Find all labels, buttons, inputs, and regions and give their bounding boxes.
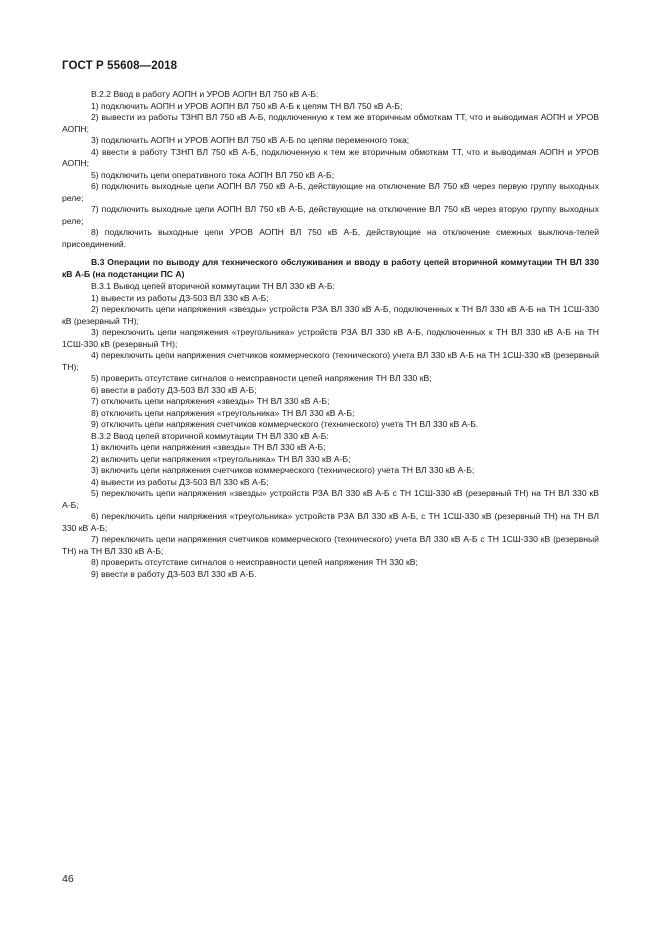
list-item: 8) проверить отсутствие сигналов о неисправности цепей напряжения ТН 330 кВ; xyxy=(91,557,418,567)
list-item: 1) подключить АОПН и УРОВ АОПН ВЛ 750 кВ А-Б к цепям ТН ВЛ 750 кВ А-Б; xyxy=(91,100,403,111)
list-item: 5) проверить отсутствие сигналов о неисправности цепей напряжения ТН ВЛ 330 кВ; xyxy=(91,373,432,383)
document-header: ГОСТ Р 55608—2018 xyxy=(62,60,178,72)
list-item: 4) переключить цепи напряжения счетчиков коммерческого (технического) учета ВЛ 330 кВ А-Б на ТН 1СШ-330 кВ (резервный ТН); xyxy=(62,350,599,372)
list-item: 2) переключить цепи напряжения «звезды» устройств РЗА ВЛ 330 кВ А-Б, подключенных к ТН ВЛ 330 кВ А-Б на ТН 1СШ-330 кВ (резервный ТН); xyxy=(62,304,599,326)
list-item: 6) переключить цепи напряжения «треугольника» устройств РЗА ВЛ 330 кВ А-Б, с ТН 1СШ-330 кВ (резервный ТН) на ТН ВЛ 330 кВ А-Б; xyxy=(62,511,599,533)
list-item: 6) ввести в работу ДЗ-503 ВЛ 330 кВ А-Б; xyxy=(91,384,257,395)
list-item: 3) включить цепи напряжения счетчиков коммерческого (технического) учета ТН ВЛ 330 кВ А-Б; xyxy=(91,465,475,475)
list-item: 2) включить цепи напряжения «треугольника» ТН ВЛ 330 кВ А-Б; xyxy=(91,453,351,464)
list-item: 2) вывести из работы ТЗНП ВЛ 750 кВ А-Б, подключенную к тем же вторичным обмоткам ТТ, что и выводимая АОПН и УРОВ АОПН; xyxy=(62,112,599,134)
list-item: 5) переключить цепи напряжения «звезды» устройств РЗА ВЛ 330 кВ А-Б с ТН 1СШ-330 кВ (резервный ТН) на ТН ВЛ 330 кВ А-Б; xyxy=(62,488,599,510)
list-item: 9) отключить цепи напряжения счетчиков коммерческого (технического) учета ТН ВЛ 330 кВ А-Б. xyxy=(91,419,479,429)
subsection-b3-2-title: В.3.2 Ввод цепей вторичной коммутации ТН ВЛ 330 кВ А-Б: xyxy=(91,430,329,441)
list-item: 1) вывести из работы ДЗ-503 ВЛ 330 кВ А-Б; xyxy=(91,292,269,303)
list-item: 3) подключить АОПН и УРОВ АОПН ВЛ 750 кВ А-Б по цепям переменного тока; xyxy=(91,135,410,145)
page-number: 46 xyxy=(62,873,74,885)
subsection-b3-1-title: В.3.1 Вывод цепей вторичной коммутации ТН ВЛ 330 кВ А-Б: xyxy=(91,281,335,291)
section-b3-heading: В.3 Операции по выводу для технического обслуживания и вводу в работу цепей вторичной коммутации ТН ВЛ 330 кВ А-Б (на подстанции ПС А) xyxy=(62,257,599,279)
list-item: 1) включить цепи напряжения «звезды» ТН ВЛ 330 кВ А-Б; xyxy=(91,442,326,452)
section-b3 xyxy=(62,281,599,580)
list-item: 8) подключить выходные цепи УРОВ АОПН ВЛ 750 кВ А-Б, действующие на отключение смежных выключа-телей присоединений. xyxy=(62,227,599,249)
list-item: 4) ввести в работу ТЗНП ВЛ 750 кВ А-Б, подключенную к тем же вторичным обмоткам ТТ, что и выводимая АОПН и УРОВ АОПН; xyxy=(62,146,599,168)
list-item: 8) отключить цепи напряжения «треугольника» ТН ВЛ 330 кВ А-Б; xyxy=(91,407,355,418)
list-item: 9) ввести в работу ДЗ-503 ВЛ 330 кВ А-Б. xyxy=(91,568,257,579)
list-item: 6) подключить выходные цепи АОПН ВЛ 750 кВ А-Б, действующие на отключение ВЛ 750 кВ через первую группу выходных реле; xyxy=(62,181,599,203)
section-b2-2-title: В.2.2 Ввод в работу АОПН и УРОВ АОПН ВЛ 750 кВ А-Б: xyxy=(91,89,319,99)
list-item: 7) переключить цепи напряжения счетчиков коммерческого (технического) учета ВЛ 330 кВ А-Б с ТН 1СШ-330 кВ (резервный ТН) на ТН ВЛ 330 кВ А-Б; xyxy=(62,534,599,556)
document-body xyxy=(62,89,599,580)
list-item: 7) отключить цепи напряжения «звезды» ТН ВЛ 330 кВ А-Б; xyxy=(91,396,330,406)
section-b2-2 xyxy=(62,89,599,250)
list-item: 5) подключить цепи оперативного тока АОПН ВЛ 750 кВ А-Б; xyxy=(91,169,335,180)
list-item: 4) вывести из работы ДЗ-503 ВЛ 330 кВ А-Б; xyxy=(91,476,269,487)
list-item: 3) переключить цепи напряжения «треугольника» устройств РЗА ВЛ 330 кВ А-Б, подключенных к ТН ВЛ 330 кВ А-Б на ТН 1СШ-330 кВ (резервный ТН); xyxy=(62,327,599,349)
list-item: 7) подключить выходные цепи АОПН ВЛ 750 кВ А-Б, действующие на отключение ВЛ 750 кВ через вторую группу выходных реле; xyxy=(62,204,599,226)
